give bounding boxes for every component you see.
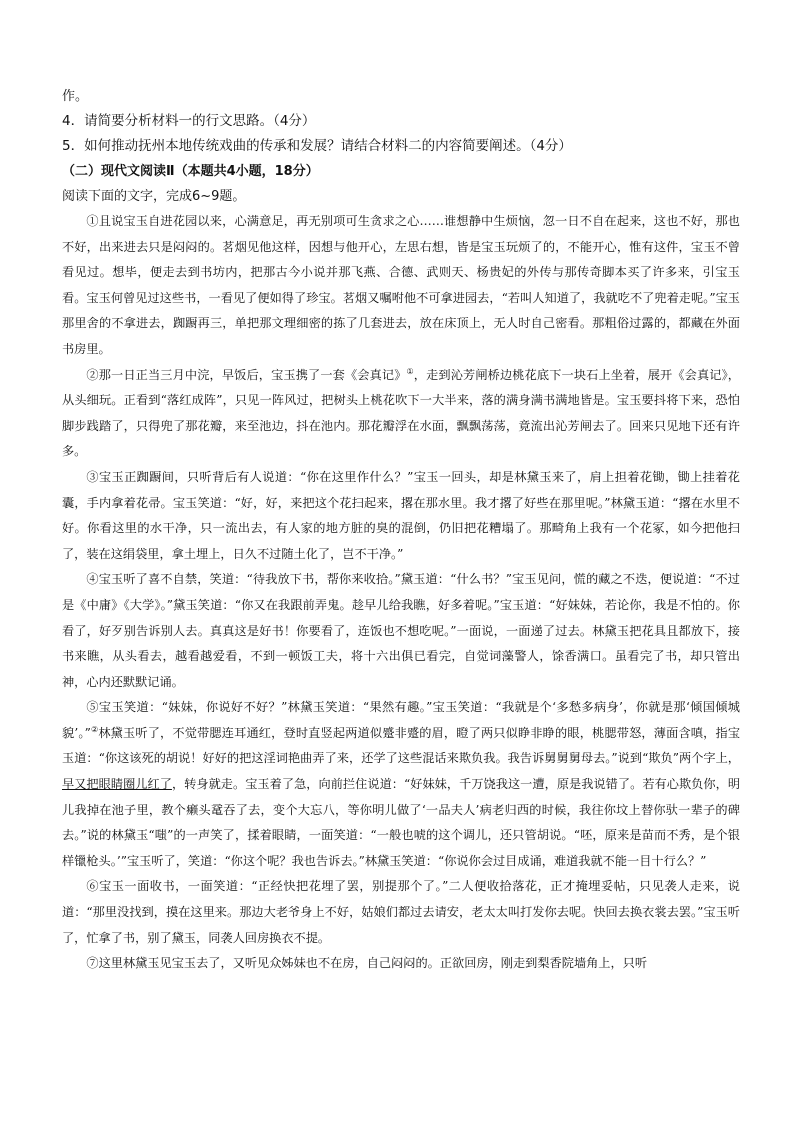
- paragraph-2-text-a: ②那一日正当三月中浣，早饭后，宝玉携了一套《会真记》: [86, 367, 407, 382]
- text-line: 作。: [62, 89, 89, 104]
- question-5: 5．如何推动抚州本地传统戏曲的传承和发展？请结合材料二的内容简要阐述。（4分）: [62, 138, 572, 154]
- paragraph-4: ④宝玉听了喜不自禁，笑道：“待我放下书，帮你来收拾。”黛玉道：“什么书？”宝玉见问，慌的藏之不迭，便说道：“不过是《中庸》《大学》。”黛玉笑道：“你又在我跟前弄鬼。趁早儿给我瞧，好多着呢。”宝玉道：“好妹妹，若论你，我是不怕的。你看了，好歹别告诉别人去。真真这是好书！你要看了，连饭也不想吃呢。”一面说，一面递了过去。林黛玉把花具且都放下，接书来瞧，从头看去，越看越爱看，不到一顿饭工夫，将十六出俱已看完，自觉词藻警人，馀香满口。虽看完了书，却只管出神，心内还默默记诵。: [62, 572, 740, 689]
- paragraph-5-text-a: ⑤宝玉笑道：“妹妹，你说好不好？”林黛玉笑道：“果然有趣。”宝玉笑道：“我就是个‘多愁多病身’，你就是那‘倾国倾城貌’。”: [62, 700, 740, 740]
- paragraph-5: [62, 695, 740, 874]
- paragraph-7: ⑦这里林黛玉见宝玉去了，又听见众姊妹也不在房，自己闷闷的。正欲回房，刚走到梨香院墙角上，只听: [86, 956, 648, 971]
- footnote-mark-1: ①: [406, 366, 414, 376]
- paragraph-6: ⑥宝玉一面收书，一面笑道：“正经快把花埋了罢，别提那个了。”二人便收拾落花，正才掩埋妥帖，只见袭人走来，说道：“那里没找到，摸在这里来。那边大老爷身上不好，姑娘们都过去请安，老太太叫打发你去呢。快回去换衣裳去罢。”宝玉听了，忙拿了书，别了黛玉，同袭人回房换衣不提。: [62, 879, 740, 945]
- paragraph-5-text-c: ，转身就走。宝玉着了急，向前拦住说道：“好妹妹，千万饶我这一遭，原是我说错了。若有心欺负你，明儿我掉在池子里，教个癞头鼋吞了去，变个大忘八，等你明儿做了‘一品夫人’病老归西的时候，我往你坟上替你驮一辈子的碑去。”说的林黛玉“嗤”的一声笑了，揉着眼睛，一面笑道：“一般也唬的这个调儿，还只管胡说。“呸，原来是苗而不秀，是个银样镴枪头。’”宝玉听了，笑道：“你这个呢？我也告诉去。”林黛玉笑道：“你说你会过目成诵，难道我就不能一目十行么？”: [62, 777, 741, 868]
- underlined-phrase: 早又把眼睛圈儿红了: [62, 777, 172, 792]
- footnote-mark-2: ②: [90, 724, 99, 734]
- question-4: 4．请简要分析材料一的行文思路。（4分）: [62, 113, 316, 129]
- section-heading: （二）现代文阅读Ⅱ（本题共4小题，18分）: [62, 164, 319, 179]
- exam-page: [62, 84, 740, 977]
- paragraph-3: ③宝玉正踟蹰间，只听背后有人说道：“你在这里作什么？”宝玉一回头，却是林黛玉来了，肩上担着花锄，锄上挂着花囊，手内拿着花帚。宝玉笑道：“好，好，来把这个花扫起来，撂在那水里。我才撂了好些在那里呢。”林黛玉道：“撂在水里不好。你看这里的水干净，只一流出去，有人家的地方脏的臭的混倒，仍旧把花糟塌了。那畸角上我有一个花冢，如今把他扫了，装在这绢袋里，拿土埋上，日久不过随土化了，岂不干净。”: [62, 469, 740, 561]
- paragraph-1: ①且说宝玉自进花园以来，心满意足，再无别项可生贪求之心……谁想静中生烦恼，忽一日不自在起来，这也不好，那也不好，出来进去只是闷闷的。茗烟见他这样，因想与他开心，左思右想，皆是宝玉玩烦了的，不能开心，惟有这件，宝玉不曾看见过。想毕，便走去到书坊内，把那古今小说并那飞燕、合德、武则天、杨贵妃的外传与那传奇脚本买了许多来，引宝玉看。宝玉何曾见过这些书，一看见了便如得了珍宝。茗烟又嘱咐他不可拿进园去，“若叫人知道了，我就吃不了兜着走呢。”宝玉那里舍的不拿进去，踟蹰再三，单把那文理细密的拣了几套进去，放在床顶上，无人时自己密看。那粗俗过露的，都藏在外面书房里。: [62, 214, 740, 356]
- reading-instruction: 阅读下面的文字，完成6~9题。: [62, 189, 246, 204]
- paragraph-5-text-b: 林黛玉听了，不觉带腮连耳通红，登时直竖起两道似蹙非蹙的眉，瞪了两只似睁非睁的眼，桃腮带怒，薄面含嗔，指宝玉道：“你这该死的胡说！好好的把这淫词艳曲弄了来，还学了这些混话来欺负我。我告诉舅舅舅母去。”说到“欺负”两个字上，: [62, 725, 741, 766]
- paragraph-2-text-b: ，走到沁芳闸桥边桃花底下一块石上坐着，展开《会真记》，从头细玩。正看到“落红成阵”，只见一阵风过，把树头上桃花吹下一大半来，落的满身满书满地皆是。宝玉要抖将下来，恐怕脚步践踏了，只得兜了那花瓣，来至池边，抖在池内。那花瓣浮在水面，飘飘荡荡，竟流出沁芳闸去了。回来只见地下还有许多。: [62, 367, 740, 459]
- paragraph-2: [62, 363, 740, 465]
